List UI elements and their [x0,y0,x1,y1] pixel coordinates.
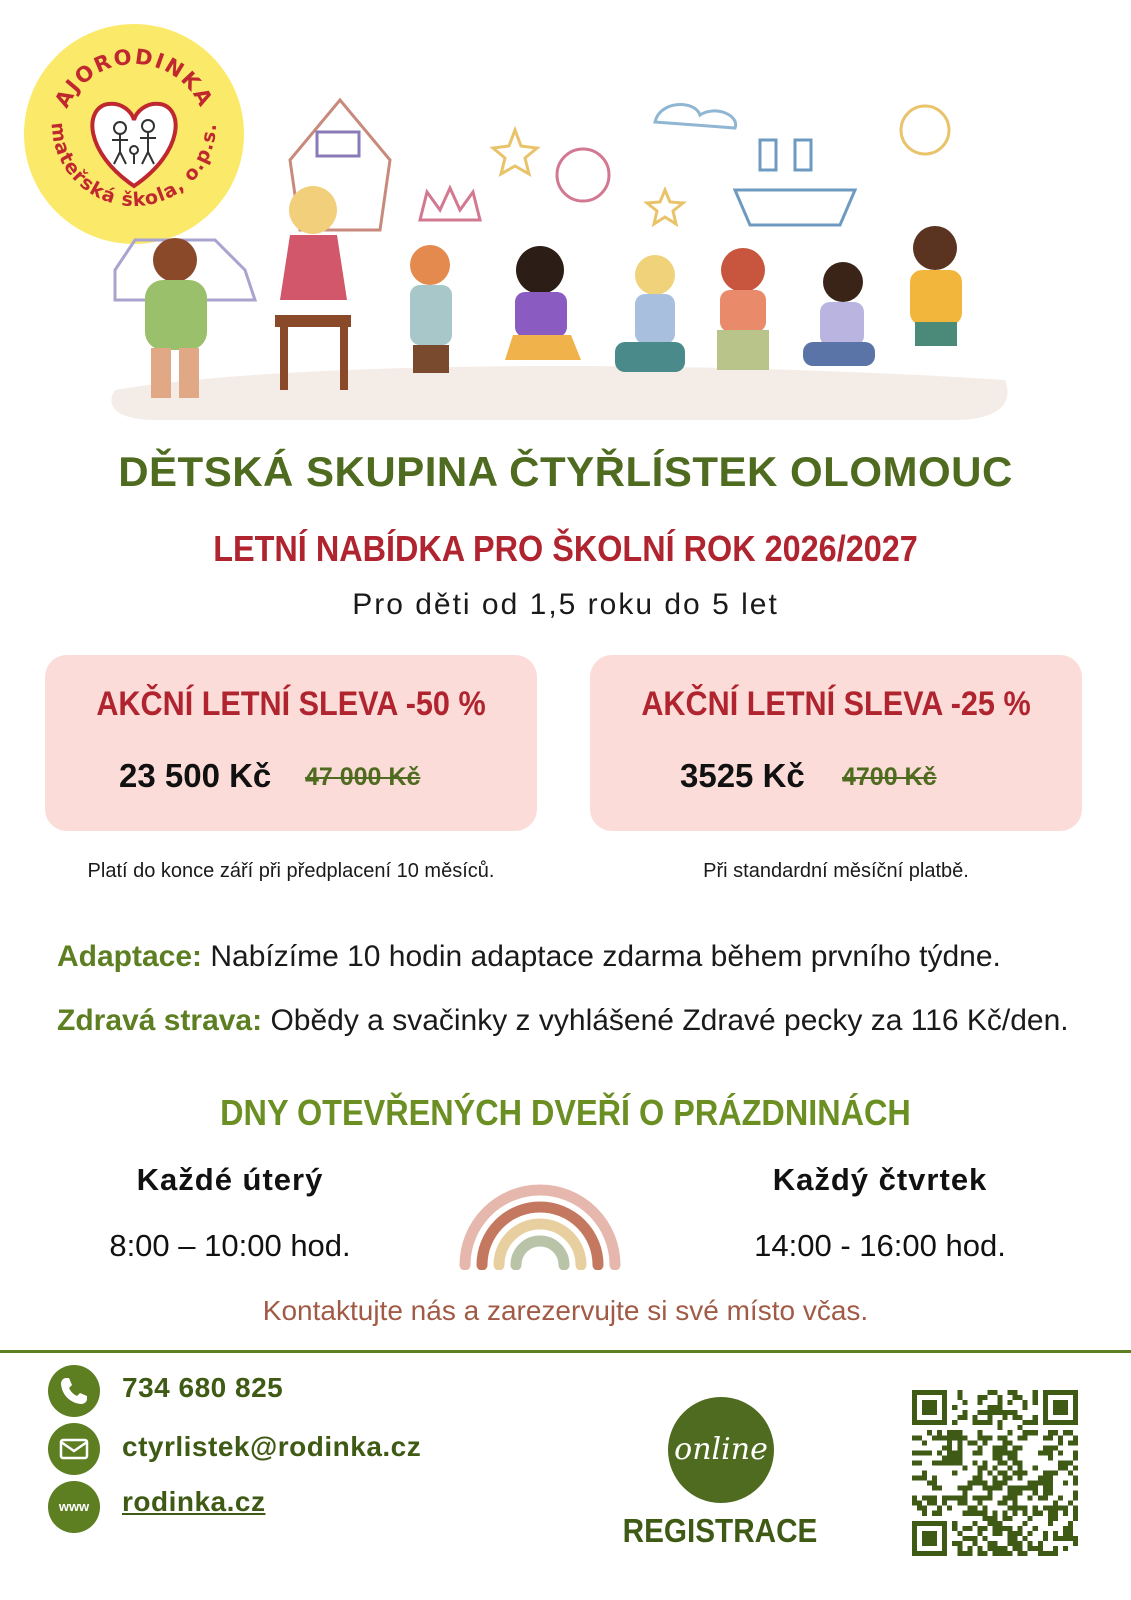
email-address[interactable]: ctyrlistek@rodinka.cz [122,1431,422,1462]
age-subtitle: Pro děti od 1,5 roku do 5 let [352,588,779,621]
day-tuesday: Každé úterý [136,1162,324,1197]
child-figure [145,238,207,398]
new-price: 23 500 Kč [119,757,272,794]
adaptation-text: Nabízíme 10 hodin adaptace zdarma během prvního týdne. [202,940,1001,973]
globe-www-icon: www [48,1481,100,1533]
divider [0,1350,1131,1353]
page-title: DĚTSKÁ SKUPINA ČTYŘLÍSTEK OLOMOUC [118,448,1013,495]
child-figure [717,248,769,370]
old-price: 47 000 Kč [305,763,421,791]
child-figure [505,246,581,360]
register-link[interactable]: REGISTRACE [622,1512,818,1549]
rainbow-icon [455,1180,625,1270]
online-badge[interactable]: online [668,1397,774,1503]
children-drawing-illustration [95,60,1035,430]
discount-card-25 [590,655,1082,831]
time-thursday: 14:00 - 16:00 hod. [754,1228,1006,1263]
child-figure [910,226,962,346]
child-figure [615,255,685,372]
website-link[interactable]: rodinka.cz [122,1486,266,1517]
contact-cta: Kontaktujte nás a zarezervujte si své místo včas. [262,1295,869,1326]
offer-title: LETNÍ NABÍDKA PRO ŠKOLNÍ ROK 2026/2027 [213,528,918,569]
qr-code[interactable] [912,1390,1078,1556]
new-price: 3525 Kč [680,757,805,794]
phone-number[interactable]: 734 680 825 [122,1372,284,1403]
phone-icon [48,1365,100,1417]
adaptation-label: Adaptace: [57,940,203,973]
discount-heading: AKČNÍ LETNÍ SLEVA -25 % [641,685,1031,723]
time-tuesday: 8:00 – 10:00 hod. [109,1228,351,1263]
open-days-title: DNY OTEVŘENÝCH DVEŘÍ O PRÁZDNINÁCH [220,1092,911,1133]
food-text: Obědy a svačinky z vyhlášené Zdravé pecky za 116 Kč/den. [262,1004,1069,1037]
offer-note: Platí do konce září při předplacení 10 měsíců. [87,860,495,882]
child-figure [275,186,351,390]
discount-heading: AKČNÍ LETNÍ SLEVA -50 % [96,685,486,723]
day-thursday: Každý čtvrtek [772,1162,988,1197]
logo-org-subtitle: mateřská škola, o.p.s. [46,121,222,212]
old-price: 4700 Kč [842,763,937,791]
food-label: Zdravá strava: [57,1004,263,1037]
logo-org-name: AJORODINKA [49,44,219,112]
child-figure [410,245,452,373]
child-figure [803,262,875,366]
offer-note: Při standardní měsíční platbě. [703,860,969,882]
adaptation-info [57,940,1001,974]
food-info [57,1004,1069,1038]
discount-card-50 [45,655,537,831]
envelope-icon [48,1423,100,1475]
